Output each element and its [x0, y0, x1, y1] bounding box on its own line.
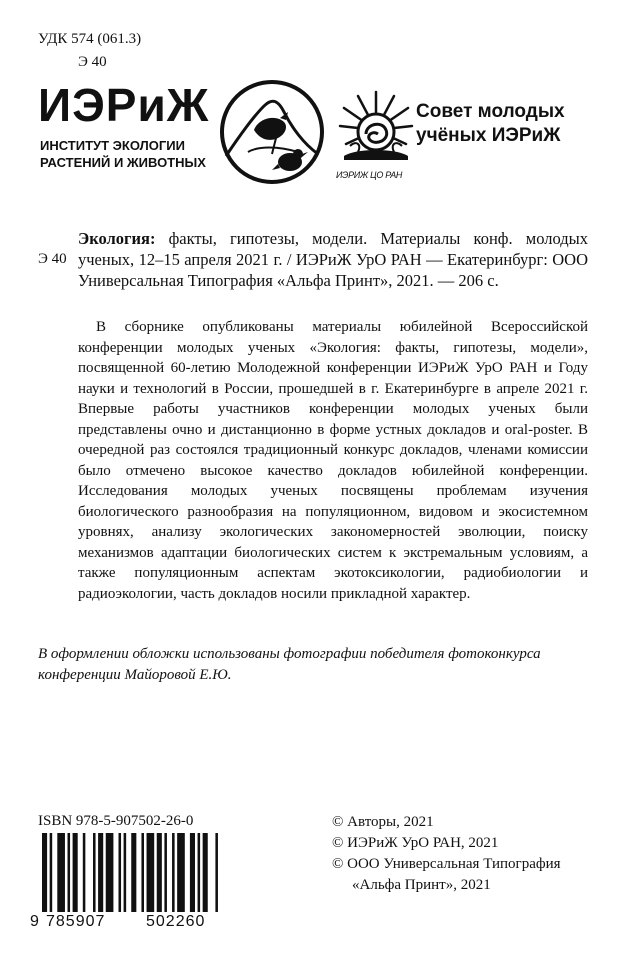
abstract-paragraph: В сборнике опубликованы материалы юбилейной Всероссийской конференции молодых ученых «Экология: факты, гипотезы, модели», посвященной 60-летию Молодежной конференции ИЭРиЖ УрО РАН и Году науки и технологий в России, прошедшей в г. Екатеринбурге в апреле 2021 г. Впервые работы участников конференции молодых ученых были представлены очно и дистанционно в форме устных докладов и oral-poster. В очередной раз состоялся традиционный конкурс докладов, членами комиссии было отмечено высокое качество докладов юбилейной конференции. Исследования молодых ученых посвящены проблемам изучения биологического разнообразия на популяционном, видовом и экосистемном уровнях, анализу экологических закономерностей эволюции, поиску механизмов адаптации биологических систем к экстремальным условиям, а также популяционным аспектам экотоксикологии, радиобиологии и радиоэкологии, часть докладов носили прикладной характер.	[78, 319, 588, 602]
udk-sub-code: Э 40	[78, 54, 107, 70]
copyright-line: «Альфа Принт», 2021	[352, 877, 491, 893]
cover-note: В оформлении обложки использованы фотографии победителя фотоконкурса конференции Майоровой Е.Ю.	[38, 646, 541, 683]
bird-emblem-icon	[218, 78, 326, 186]
sun-emblem-icon	[336, 86, 416, 172]
council-title-line1: Совет молодых	[416, 101, 565, 122]
isbn-number: ISBN 978-5-907502-26-0	[38, 813, 194, 829]
institute-name-line1: ИНСТИТУТ ЭКОЛОГИИ	[40, 138, 185, 153]
copyright-line: © Авторы, 2021	[332, 814, 434, 830]
barcode-digit-lead: 9	[30, 913, 40, 930]
institute-name-line2: РАСТЕНИЙ И ЖИВОТНЫХ	[40, 155, 206, 170]
barcode-icon	[30, 833, 224, 933]
council-small-label: ИЭРИЖ ЦО РАН	[336, 170, 403, 180]
institute-logo	[38, 78, 308, 188]
udk-code: УДК 574 (061.3)	[38, 31, 142, 47]
barcode-digit-group1: 785907	[46, 913, 106, 930]
copyright-line: © ИЭРиЖ УрО РАН, 2021	[332, 835, 499, 851]
copyright-line: © ООО Универсальная Типография	[332, 856, 561, 872]
institute-abbr: ИЭРиЖ	[38, 79, 210, 131]
barcode-digits	[30, 912, 224, 932]
biblio-text: факты, гипотезы, модели. Материалы конф. молодых ученых, 12–15 апреля 2021 г. / ИЭРиЖ УрО РАН — Екатеринбург: ООО Универсальная Типография «Альфа Принт», 2021. — 206 с.	[78, 229, 588, 290]
council-title	[416, 100, 565, 148]
biblio-record	[78, 228, 588, 291]
biblio-title: Экология:	[78, 229, 156, 248]
council-logo	[336, 86, 606, 186]
copyright-block	[332, 812, 602, 896]
barcode-digit-group2: 502260	[146, 913, 206, 930]
council-title-line2: учёных ИЭРиЖ	[416, 125, 561, 146]
biblio-code: Э 40	[38, 251, 67, 267]
